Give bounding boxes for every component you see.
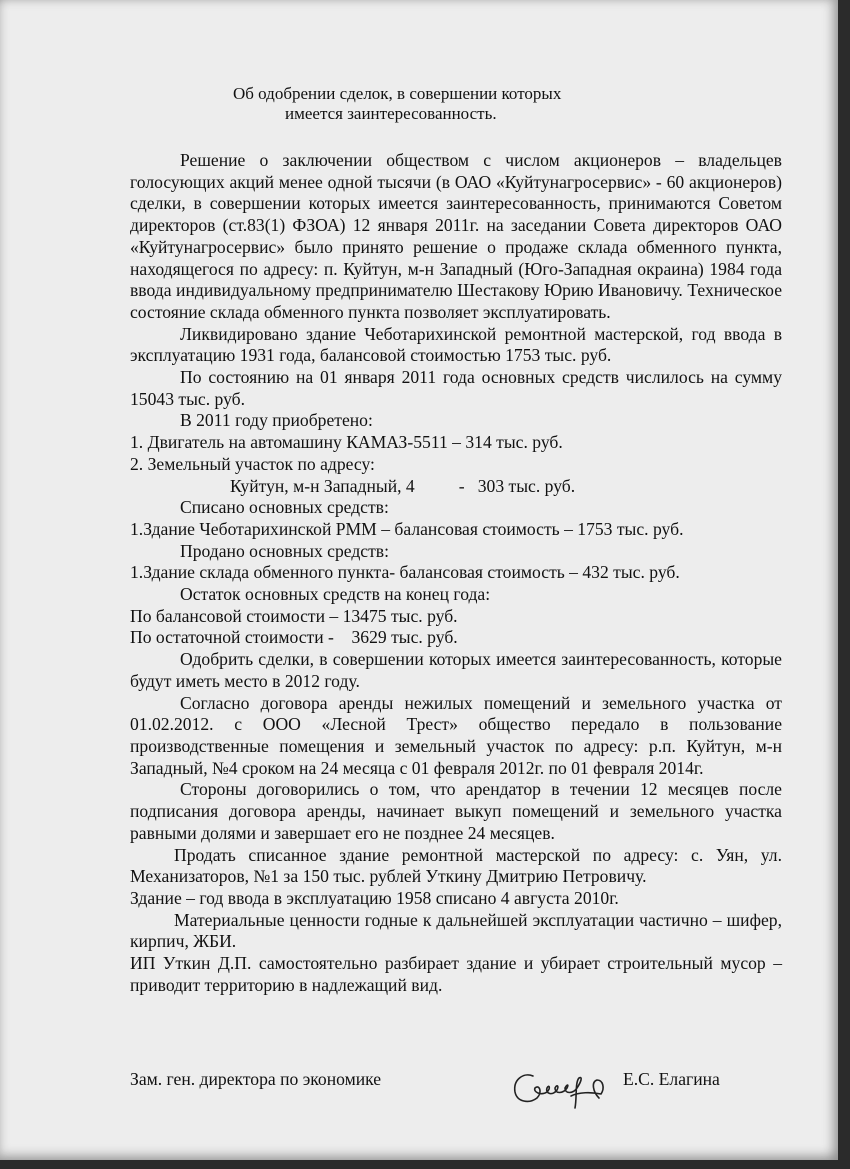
paragraph-sold-heading: Продано основных средств: [180, 540, 389, 561]
paragraph-written-off-heading: Списано основных средств: [180, 497, 389, 518]
balance-residual-value: По остаточной стоимости - 3629 тыс. руб. [130, 627, 458, 648]
list-item-sold: 1.Здание склада обменного пункта- балансовая стоимость – 432 тыс. руб. [130, 562, 680, 583]
paragraph-approve: Одобрить сделки, в совершении которых имеется заинтересованность, которые будут иметь место в 2012 году. [130, 649, 782, 691]
paragraph-acquired-heading: В 2011 году приобретено: [180, 410, 373, 431]
balance-book-value: По балансовой стоимости – 13475 тыс. руб. [130, 605, 458, 626]
paragraph-lease: Согласно договора аренды нежилых помещений и земельного участка от 01.02.2012. с ООО «Лесной Трест» общество передало в пользование производственные помещения и земельный участок по адресу: р.п. Куйтун, м-н Западный, №4 сроком на 24 месяца с 01 февраля 2012г. по 01 февраля 2014г. [130, 692, 782, 778]
signer-role: Зам. ген. директора по экономике [130, 1069, 382, 1089]
title-line-1: Об одобрении сделок, в совершении которых [233, 84, 562, 103]
list-item-engine: 1. Двигатель на автомашину КАМАЗ-5511 – 314 тыс. руб. [130, 432, 563, 453]
paragraph-decision: Решение о заключении обществом с числом акционеров – владельцев голосующих акций менее одной тысячи (в ОАО «Куйтунагросервис» - 60 акционеров) сделки, в совершении которых имеется заинтересованность, принимаются Советом директоров (ст.83(1) ФЗОА) 12 января 2011г. на заседании Совета директоров ОАО «Куйтунагросервис» было принято решение о продаже склада обменного пункта, находящегося по адресу: п. Куйтун, м-н Западный (Юго-Западная окраина) 1984 года ввода индивидуальному предпринимателю Шестакову Юрию Ивановичу. Техническое состояние склада обменного пункта позволяет эксплуатировать. [130, 150, 782, 322]
paragraph-dismantle: ИП Уткин Д.П. самостоятельно разбирает здание и убирает строительный мусор – приводит территорию в надлежащий вид. [130, 953, 782, 995]
paragraph-liquidated: Ликвидировано здание Чеботарихинской ремонтной мастерской, год ввода в эксплуатацию 1931 года, балансовой стоимостью 1753 тыс. руб. [130, 323, 782, 366]
list-item-written-off: 1.Здание Чеботарихинской РММ – балансовая стоимость – 1753 тыс. руб. [130, 518, 684, 539]
list-item-land: 2. Земельный участок по адресу: [130, 453, 375, 474]
document-body [130, 150, 782, 996]
signer-name: Е.С. Елагина [623, 1069, 720, 1089]
paragraph-balance-heading: Остаток основных средств на конец года: [180, 584, 491, 605]
handwritten-signature [505, 1058, 615, 1118]
title-line-2: имеется заинтересованность. [285, 104, 497, 123]
list-item-land-address: Куйтун, м-н Западный, 4 - 303 тыс. руб. [230, 475, 576, 496]
paragraph-fixed-assets: По состоянию на 01 января 2011 года основных средств числилось на сумму 15043 тыс. руб. [130, 367, 782, 409]
paragraph-agreement: Стороны договорились о том, что арендатор в течении 12 месяцев после подписания договора аренды, начинает выкуп помещений и земельного участка равными долями и завершает его не позднее 24 месяцев. [130, 779, 782, 843]
paragraph-sell-building: Продать списанное здание ремонтной мастерской по адресу: с. Уян, ул. Механизаторов, №1 за 150 тыс. рублей Уткину Дмитрию Петровичу. [130, 844, 782, 887]
paragraph-building-year: Здание – год ввода в эксплуатацию 1958 списано 4 августа 2010г. [130, 887, 619, 908]
paragraph-materials: Материальные ценности годные к дальнейшей эксплуатации частично – шифер, кирпич, ЖБИ. [130, 909, 782, 952]
